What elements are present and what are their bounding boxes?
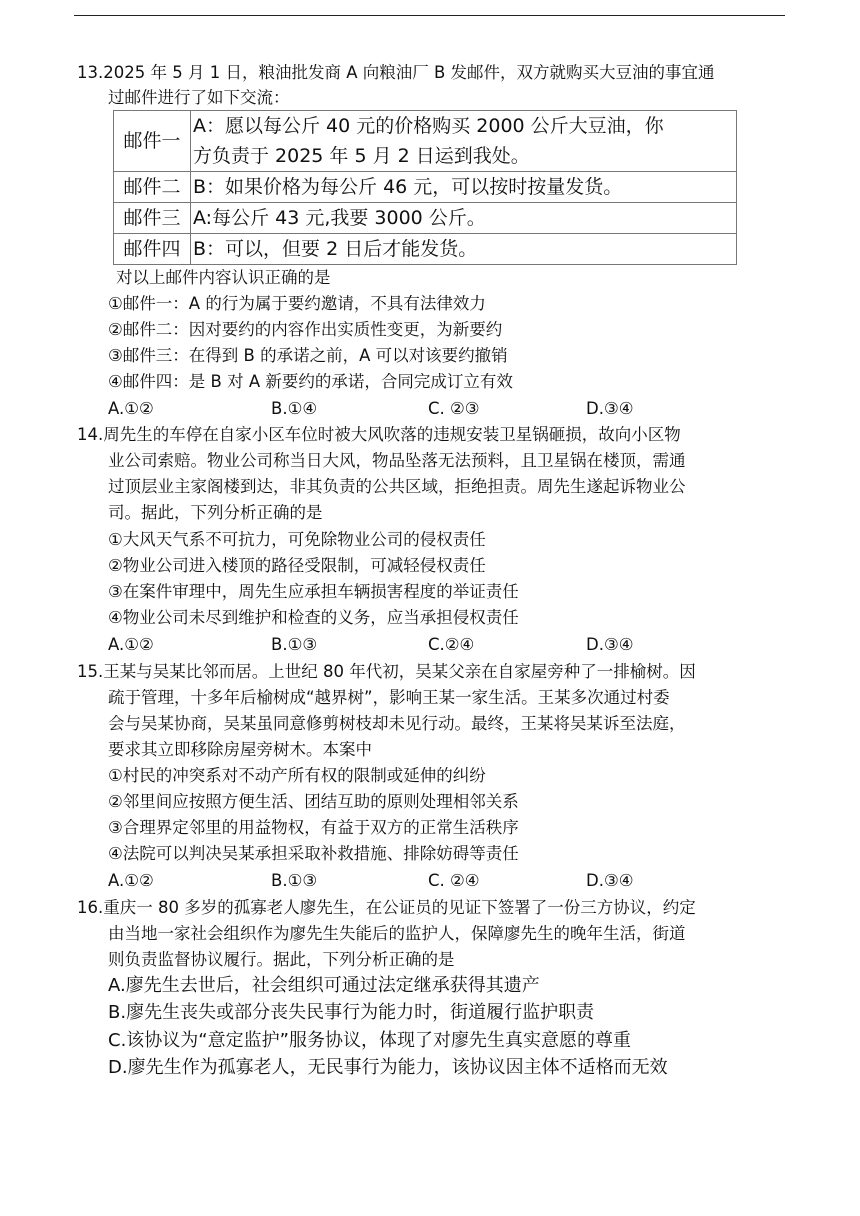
q15-stem-line-1: 15.王某与吴某比邻而居。上世纪 80 年代初，吴某父亲在自家屋旁种了一排榆树。因 bbox=[77, 662, 696, 681]
q15-item-1: ①村民的冲突系对不动产所有权的限制或延伸的纠纷 bbox=[108, 766, 486, 785]
email-content: B：如果价格为每公斤 46 元，可以按时按量发货。 bbox=[191, 172, 737, 203]
q13-option-c[interactable]: C. ②③ bbox=[428, 399, 480, 418]
table-row bbox=[114, 203, 737, 234]
q15-option-c[interactable]: C. ②④ bbox=[428, 871, 480, 890]
q14-stem-line-2: 业公司索赔。物业公司称当日大风，物品坠落无法预料，且卫星锅在楼顶，需通 bbox=[108, 451, 686, 470]
q13-ask: 对以上邮件内容认识正确的是 bbox=[116, 268, 331, 287]
q15-item-3: ③合理界定邻里的用益物权，有益于双方的正常生活秩序 bbox=[108, 818, 519, 837]
q14-option-c[interactable]: C.②④ bbox=[428, 635, 475, 654]
q16-stem-line-2: 由当地一家社会组织作为廖先生失能后的监护人，保障廖先生的晚年生活，街道 bbox=[108, 924, 686, 943]
q16-choice-a[interactable]: A.廖先生去世后，社会组织可通过法定继承获得其遗产 bbox=[108, 975, 540, 996]
q15-stem-line-2: 疏于管理，十多年后榆树成“越界树”，影响王某一家生活。王某多次通过村委 bbox=[108, 688, 670, 707]
email-label: 邮件四 bbox=[114, 234, 191, 265]
email-content-line: A：愿以每公斤 40 元的价格购买 2000 公斤大豆油，你 bbox=[193, 115, 664, 137]
q13-option-a[interactable]: A.①② bbox=[108, 399, 154, 418]
q15-option-b[interactable]: B.①③ bbox=[271, 871, 318, 890]
q15-stem-line-4: 要求其立即移除房屋旁树木。本案中 bbox=[108, 740, 372, 759]
table-row bbox=[114, 111, 737, 172]
email-label: 邮件二 bbox=[114, 172, 191, 203]
q15-item-2: ②邻里间应按照方便生活、团结互助的原则处理相邻关系 bbox=[108, 792, 519, 811]
email-label: 邮件三 bbox=[114, 203, 191, 234]
q14-option-a[interactable]: A.①② bbox=[108, 635, 154, 654]
q13-stem-line-2: 过邮件进行了如下交流： bbox=[108, 88, 290, 107]
email-content: B：可以，但要 2 日后才能发货。 bbox=[191, 234, 737, 265]
q14-stem-line-1: 14.周先生的车停在自家小区车位时被大风吹落的违规安装卫星锅砸损，故向小区物 bbox=[77, 425, 681, 444]
q16-choice-c[interactable]: C.该协议为“意定监护”服务协议，体现了对廖先生真实意愿的尊重 bbox=[108, 1030, 631, 1051]
q13-item-2: ②邮件二：因对要约的内容作出实质性变更，为新要约 bbox=[108, 320, 503, 339]
q14-item-1: ①大风天气系不可抗力，可免除物业公司的侵权责任 bbox=[108, 530, 486, 549]
email-label: 邮件一 bbox=[114, 111, 191, 172]
q14-stem-line-3: 过顶层业主家阁楼到达，非其负责的公共区域，拒绝担责。周先生遂起诉物业公 bbox=[108, 477, 686, 496]
email-content bbox=[191, 111, 737, 172]
q14-stem-line-4: 司。据此，下列分析正确的是 bbox=[108, 503, 323, 522]
email-content-line: 方负责于 2025 年 5 月 2 日运到我处。 bbox=[193, 145, 530, 167]
header-rule bbox=[74, 15, 785, 16]
q15-item-4: ④法院可以判决吴某承担采取补救措施、排除妨碍等责任 bbox=[108, 844, 519, 863]
email-table bbox=[113, 110, 737, 265]
q13-option-b[interactable]: B.①④ bbox=[271, 399, 318, 418]
table-row bbox=[114, 234, 737, 265]
table-row bbox=[114, 172, 737, 203]
q15-option-a[interactable]: A.①② bbox=[108, 871, 154, 890]
q13-item-4: ④邮件四：是 B 对 A 新要约的承诺，合同完成订立有效 bbox=[108, 372, 513, 391]
q16-choice-d[interactable]: D.廖先生作为孤寡老人，无民事行为能力，该协议因主体不适格而无效 bbox=[108, 1057, 668, 1078]
q16-stem-line-1: 16.重庆一 80 多岁的孤寡老人廖先生，在公证员的见证下签署了一份三方协议，约定 bbox=[77, 898, 696, 917]
q14-option-d[interactable]: D.③④ bbox=[586, 635, 634, 654]
email-content: A:每公斤 43 元,我要 3000 公斤。 bbox=[191, 203, 737, 234]
q14-option-b[interactable]: B.①③ bbox=[271, 635, 318, 654]
q13-stem-line-1: 13.2025 年 5 月 1 日，粮油批发商 A 向粮油厂 B 发邮件，双方就购买大豆油的事宜通 bbox=[77, 63, 715, 82]
q14-item-2: ②物业公司进入楼顶的路径受限制，可减轻侵权责任 bbox=[108, 556, 486, 575]
q13-item-3: ③邮件三：在得到 B 的承诺之前，A 可以对该要约撤销 bbox=[108, 346, 508, 365]
q16-choice-b[interactable]: B.廖先生丧失或部分丧失民事行为能力时，街道履行监护职责 bbox=[108, 1002, 595, 1023]
q13-item-1: ①邮件一：A 的行为属于要约邀请，不具有法律效力 bbox=[108, 294, 486, 313]
q15-stem-line-3: 会与吴某协商，吴某虽同意修剪树枝却未见行动。最终，王某将吴某诉至法庭， bbox=[108, 714, 686, 733]
q14-item-4: ④物业公司未尽到维护和检查的义务，应当承担侵权责任 bbox=[108, 608, 519, 627]
q15-option-d[interactable]: D.③④ bbox=[586, 871, 634, 890]
q13-option-d[interactable]: D.③④ bbox=[586, 399, 634, 418]
q14-item-3: ③在案件审理中，周先生应承担车辆损害程度的举证责任 bbox=[108, 582, 519, 601]
q16-stem-line-3: 则负责监督协议履行。据此，下列分析正确的是 bbox=[108, 950, 455, 969]
